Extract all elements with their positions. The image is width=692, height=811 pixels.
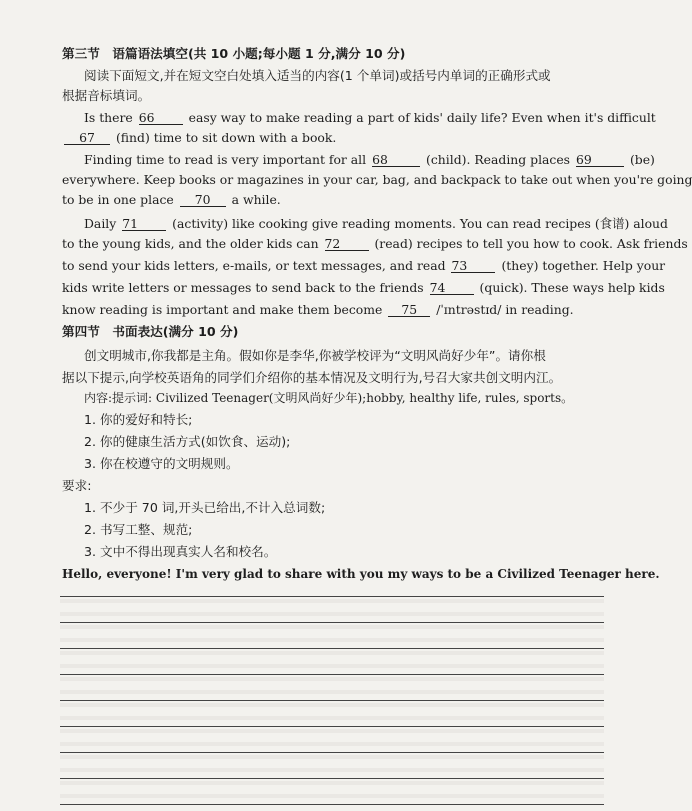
blank-71[interactable]: 71: [122, 217, 166, 231]
text-segment: know reading is important and make them become: [62, 302, 383, 317]
blank-67[interactable]: 67: [64, 131, 110, 145]
passage-line-9: [62, 280, 665, 296]
passage-line-8: [62, 258, 666, 274]
blank-72[interactable]: 72: [325, 237, 369, 251]
blank-74[interactable]: 74: [430, 281, 474, 295]
blank-73[interactable]: 73: [451, 259, 495, 273]
text-segment: Daily: [84, 216, 117, 231]
passage-line-4: everywhere. Keep books or magazines in your car, bag, and backpack to take out when you're going: [62, 172, 692, 187]
content-point-2: 2. 你的健康生活方式(如饮食、运动);: [84, 434, 291, 449]
section4-prompt-2: 据以下提示,向学校英语角的同学们介绍你的基本情况及文明行为,号召大家共创文明内江。: [62, 370, 562, 385]
text-segment: a while.: [231, 192, 281, 207]
passage-line-10: [62, 302, 602, 318]
text-segment: (be): [629, 152, 655, 167]
section4-heading: 第四节 书面表达(满分 10 分): [62, 324, 239, 339]
section3-heading: 第三节 语篇语法填空(共 10 小题;每小题 1 分,满分 10 分): [62, 46, 406, 61]
text-segment: (find) time to sit down with a book.: [115, 130, 337, 145]
passage-line-1: [62, 110, 656, 126]
requirement-1: 1. 不少于 70 词,开头已给出,不计入总词数;: [84, 500, 326, 515]
text-segment: /ˈɪntrəstɪd/ in reading.: [436, 302, 574, 317]
blank-75[interactable]: 75: [388, 303, 430, 317]
text-segment: (child). Reading places: [426, 152, 571, 167]
requirements-label: 要求:: [62, 478, 92, 493]
passage-line-2: [62, 130, 602, 146]
text-segment: (activity) like cooking give reading moments. You can read recipes (食谱) aloud: [172, 216, 668, 231]
content-point-1: 1. 你的爱好和特长;: [84, 412, 193, 427]
content-point-3: 3. 你在校遵守的文明规则。: [84, 456, 239, 471]
text-segment: kids write letters or messages to send back to the friends: [62, 280, 424, 295]
text-segment: (quick). These ways help kids: [479, 280, 665, 295]
text-segment: (they) together. Help your: [501, 258, 666, 273]
writing-line[interactable]: [60, 778, 604, 779]
blank-69[interactable]: 69: [576, 153, 624, 167]
text-segment: easy way to make reading a part of kids' daily life? Even when it's difficult: [188, 110, 656, 125]
blank-70[interactable]: 70: [180, 193, 226, 207]
section3-instruction-1: 阅读下面短文,并在短文空白处填入适当的内容(1 个单词)或括号内单词的正确形式或: [84, 68, 551, 83]
passage-line-3: [62, 152, 655, 168]
passage-line-7: [62, 236, 688, 252]
blank-68[interactable]: 68: [372, 153, 420, 167]
writing-line[interactable]: [60, 700, 604, 701]
text-segment: Is there: [84, 110, 133, 125]
requirement-3: 3. 文中不得出现真实人名和校名。: [84, 544, 277, 559]
section3-instruction-2: 根据音标填词。: [62, 88, 151, 103]
text-segment: to the young kids, and the older kids can: [62, 236, 319, 251]
writing-line[interactable]: [60, 752, 604, 753]
passage-line-6: [62, 216, 668, 232]
text-segment: Finding time to read is very important for all: [84, 152, 367, 167]
section4-content: 内容:提示词: Civilized Teenager(文明风尚好少年);hobby, healthy life, rules, sports。: [84, 391, 574, 405]
requirement-2: 2. 书写工整、规范;: [84, 522, 193, 537]
writing-line[interactable]: [60, 622, 604, 623]
writing-line[interactable]: [60, 804, 604, 805]
writing-line[interactable]: [60, 596, 604, 597]
writing-line[interactable]: [60, 726, 604, 727]
text-segment: (read) recipes to tell you how to cook. Ask friends: [374, 236, 688, 251]
text-segment: to send your kids letters, e-mails, or text messages, and read: [62, 258, 446, 273]
blank-66[interactable]: 66: [139, 111, 183, 125]
text-segment: to be in one place: [62, 192, 174, 207]
writing-line[interactable]: [60, 648, 604, 649]
section4-prompt-1: 创文明城市,你我都是主角。假如你是李华,你被学校评为“文明风尚好少年”。请你根: [84, 348, 546, 363]
passage-line-5: [62, 192, 602, 208]
essay-opening: Hello, everyone! I'm very glad to share with you my ways to be a Civilized Teenager here.: [62, 567, 660, 581]
writing-line[interactable]: [60, 674, 604, 675]
